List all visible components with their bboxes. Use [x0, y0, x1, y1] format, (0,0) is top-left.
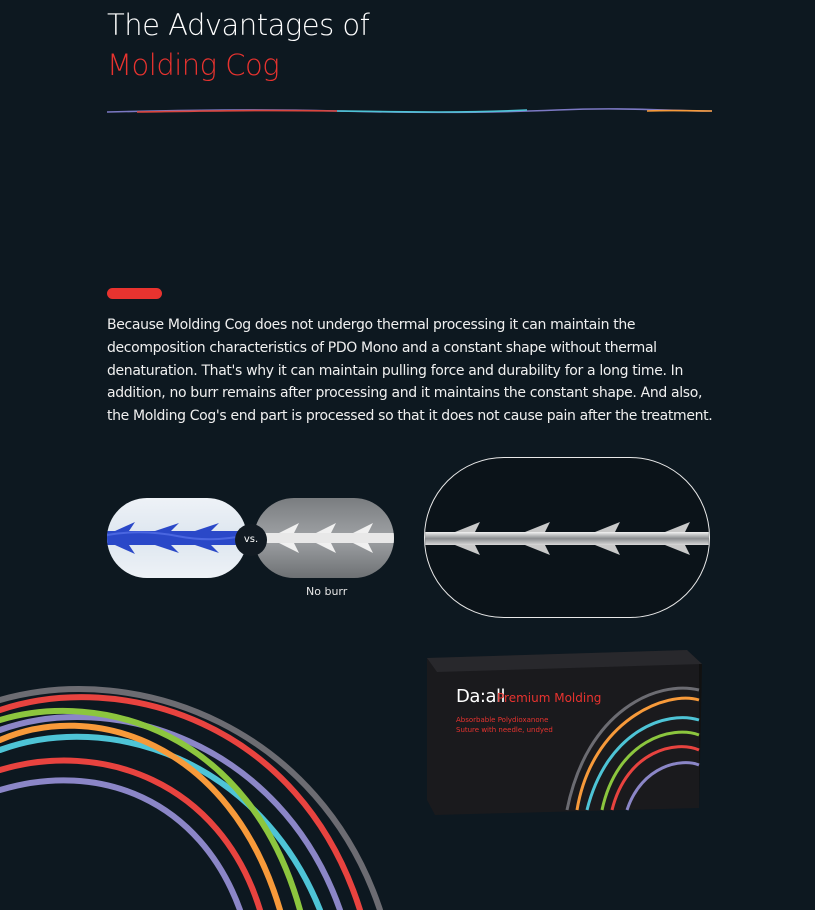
molding-cog-icon — [254, 498, 394, 578]
vs-badge: vs. — [235, 524, 267, 556]
title-divider — [107, 106, 712, 116]
description-paragraph: Because Molding Cog does not undergo thermal processing it can maintain the decomposition characteristics of PDO Mono and a constant shape without thermal denaturation. That's why it can maintain pulling force and durability for a long time. In addition, no burr remains after processing and it maintains the constant shape. And also, the Molding Cog's end part is processed so that it does not cause pain after the treatment. — [107, 317, 713, 425]
decorative-arcs — [0, 660, 400, 910]
product-box-illustration — [427, 650, 702, 820]
page-title-line-2: Molding Cog — [107, 48, 280, 82]
no-burr-caption: No burr — [306, 585, 348, 598]
molding-cog-photo — [254, 498, 394, 578]
product-description-line-1: Absorbable Polydioxanone — [456, 716, 549, 724]
page-title-line-1: The Advantages of — [107, 8, 370, 42]
needle-cog-icon — [425, 458, 710, 618]
needle-closeup-frame — [424, 457, 710, 618]
product-brand: Da:all — [456, 686, 505, 707]
thread-cog-icon — [107, 498, 247, 578]
product-description-line-2: Suture with needle, undyed — [456, 726, 553, 734]
product-subbrand: Premium Molding — [497, 691, 602, 705]
thread-burr-photo — [107, 498, 247, 578]
accent-bar — [107, 288, 162, 299]
